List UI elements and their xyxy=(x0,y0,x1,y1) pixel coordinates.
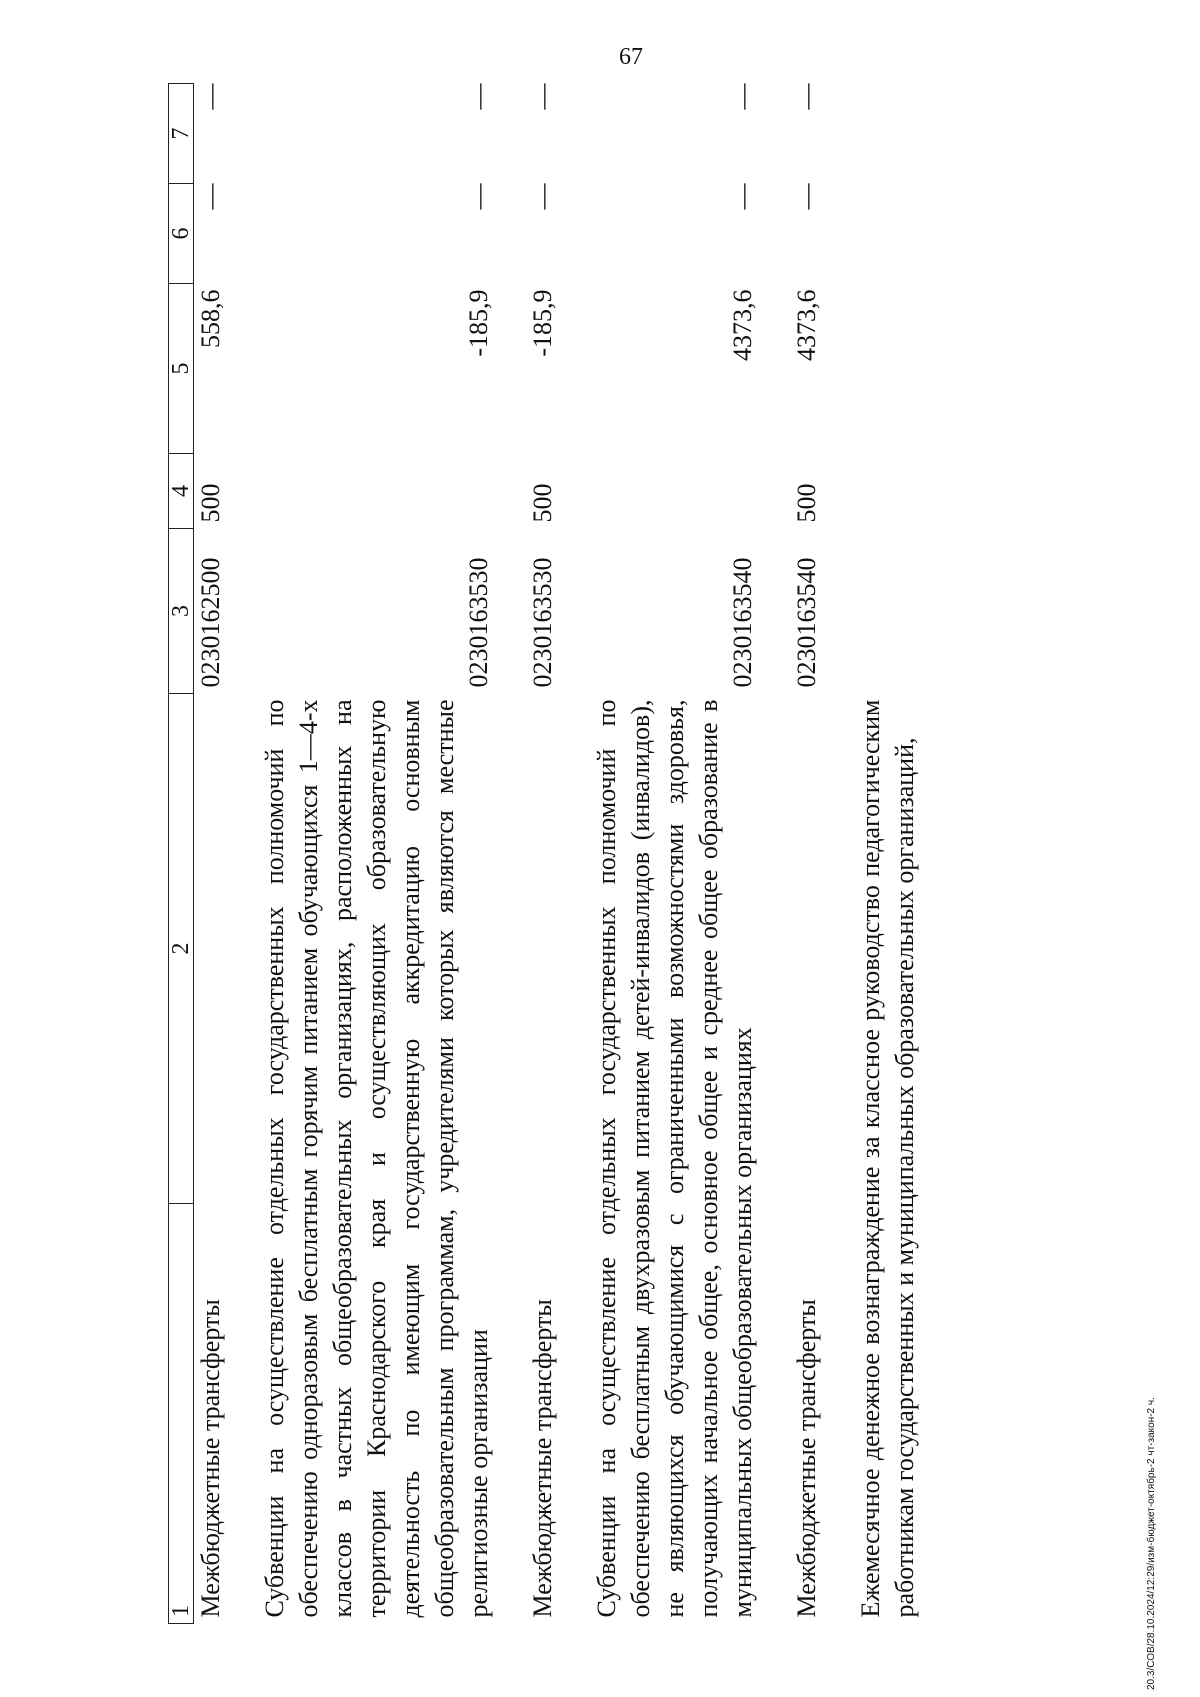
table-row xyxy=(258,84,496,1624)
row-value-5: 4373,6 xyxy=(728,289,757,361)
header-col-6: 6 xyxy=(169,184,194,284)
rotated-page xyxy=(168,84,1048,1624)
row-value-7: — xyxy=(464,83,493,110)
row-kvr: 500 xyxy=(528,483,557,523)
row-kvr: 500 xyxy=(792,483,821,523)
table-header-row xyxy=(169,84,194,1624)
header-col-4: 4 xyxy=(169,454,194,529)
row-value-5: 4373,6 xyxy=(792,289,821,361)
row-value-7: — xyxy=(196,83,225,110)
row-name: Субвенции на осуществление отдельных государственных полномочий по обеспечению одноразовым бесплатным горячим питанием обучающихся 1—4-х классов в частных общеобразовательных организациях, расположенных на территории Краснодарского края и осуществляющих образовательную деятельность по имеющим государственную аккредитацию основным общеобразовательным программам, учредителями которых являются местные религиозные организации xyxy=(260,699,493,1618)
row-code: 0230163530 xyxy=(528,557,557,688)
row-kvr xyxy=(854,454,922,529)
row-value-7: — xyxy=(728,83,757,110)
row-value-7: — xyxy=(528,83,557,110)
header-col-7: 7 xyxy=(169,84,194,184)
row-code: 0230163540 xyxy=(792,557,821,688)
row-value-7: — xyxy=(792,83,821,110)
header-col-5: 5 xyxy=(169,284,194,454)
row-value-6: — xyxy=(528,183,557,210)
row-value-6: — xyxy=(792,183,821,210)
row-kvr: 500 xyxy=(196,483,225,523)
row-name: Ежемесячное денежное вознаграждение за классное руководство педагогическим работникам государственных и муниципальных образовательных организаций, xyxy=(856,699,919,1618)
row-name: Межбюджетные трансферты xyxy=(196,1299,225,1618)
row-name: Субвенции на осуществление отдельных государственных полномочий по обеспечению бесплатным двухразовым питанием детей-инвалидов (инвалидов), не являющихся обучающимися с ограниченными возможностями здоровья, получающих начальное общее, основное общее и среднее общее образование в муниципальных общеобразовательных организациях xyxy=(592,699,757,1618)
table-row xyxy=(590,84,760,1624)
row-value-5: 558,6 xyxy=(196,289,225,348)
row-value-5 xyxy=(854,284,922,454)
row-value-6 xyxy=(854,184,922,284)
row-name: Межбюджетные трансферты xyxy=(792,1299,821,1618)
row-kvr xyxy=(590,454,760,529)
header-col-1: 1 xyxy=(169,1204,194,1624)
row-code: 0230162500 xyxy=(196,557,225,688)
row-code xyxy=(854,529,922,694)
row-kvr xyxy=(258,454,496,529)
header-col-2: 2 xyxy=(169,694,194,1204)
table-row xyxy=(526,84,560,1624)
table-row xyxy=(194,84,229,1624)
budget-table xyxy=(168,83,922,1624)
footer-meta: 20.3/СОВ/28.10.2024/12:29/изм-бюджет-октябрь-2 чт-закон-2 ч. xyxy=(1146,1397,1157,1690)
header-col-3: 3 xyxy=(169,529,194,694)
row-code: 0230163530 xyxy=(464,557,493,688)
table-row xyxy=(790,84,824,1624)
row-value-5: -185,9 xyxy=(464,289,493,357)
page-number: 67 xyxy=(619,44,643,70)
row-value-6: — xyxy=(196,183,225,210)
row-value-7 xyxy=(854,84,922,184)
row-code: 0230163540 xyxy=(728,557,757,688)
row-value-5: -185,9 xyxy=(528,289,557,357)
row-value-6: — xyxy=(464,183,493,210)
row-value-6: — xyxy=(728,183,757,210)
table-row xyxy=(854,84,922,1624)
row-name: Межбюджетные трансферты xyxy=(528,1299,557,1618)
